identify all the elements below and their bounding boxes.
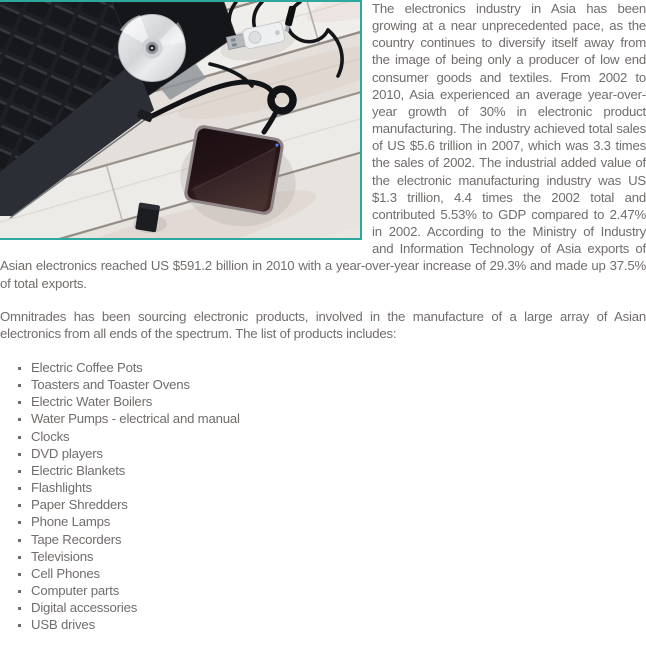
product-item: ▪ Cell Phones xyxy=(31,565,646,582)
sd-card-illustration xyxy=(135,202,160,232)
electronics-photo-illustration xyxy=(0,2,360,238)
product-item: ▪ Electric Water Boilers xyxy=(31,393,646,410)
sourcing-paragraph: Omnitrades has been sourcing electronic products, involved in the manufacture of a large array of Asian electronics from all ends of the spectrum. The list of products includes: xyxy=(0,308,646,341)
product-item: ▪ Televisions xyxy=(31,548,646,565)
product-item: ▪ Clocks xyxy=(31,428,646,445)
product-item: ▪ Computer parts xyxy=(31,582,646,599)
product-item: ▪ Electric Coffee Pots xyxy=(31,359,646,376)
product-item: ▪ Flashlights xyxy=(31,479,646,496)
product-item: ▪ Electric Blankets xyxy=(31,462,646,479)
product-item: ▪ Paper Shredders xyxy=(31,496,646,513)
product-item: ▪ USB drives xyxy=(31,616,646,633)
external-hdd-illustration xyxy=(183,124,285,216)
products-list xyxy=(0,359,646,634)
intro-paragraph: The electronics industry in Asia has been growing at a near unprecedented pace, as the country continues to diversify itself away from the image of being only a producer of low end consumer goods and textiles. From 2002 to 2010, Asia experienced an average year-over-year growth of 30% in electronic product manufacturing. The industry achieved total sales of US $5.6 trillion in 2007, which was 3.3 times the sales of 2002. The industrial added value of the electronic manufacturing industry was US $1.3 trillion, 4.4 times the 2002 total and contributed 5.53% to GDP compared to 2.47% in 2002. According to the Ministry of Industry and Information Technology of Asia exports of Asian electronics reached US $591.2 billion in 2010 with a year-over-year increase of 29.3% and made up 37.5% of total exports. xyxy=(0,1,646,291)
cd-illustration xyxy=(119,15,186,82)
electronics-photo xyxy=(0,0,362,240)
product-item: ▪ Toasters and Toaster Ovens xyxy=(31,376,646,393)
product-item: ▪ Digital accessories xyxy=(31,599,646,616)
product-item: ▪ Tape Recorders xyxy=(31,531,646,548)
product-item: ▪ DVD players xyxy=(31,445,646,462)
product-item: ▪ Water Pumps - electrical and manual xyxy=(31,410,646,427)
product-item: ▪ Phone Lamps xyxy=(31,513,646,530)
